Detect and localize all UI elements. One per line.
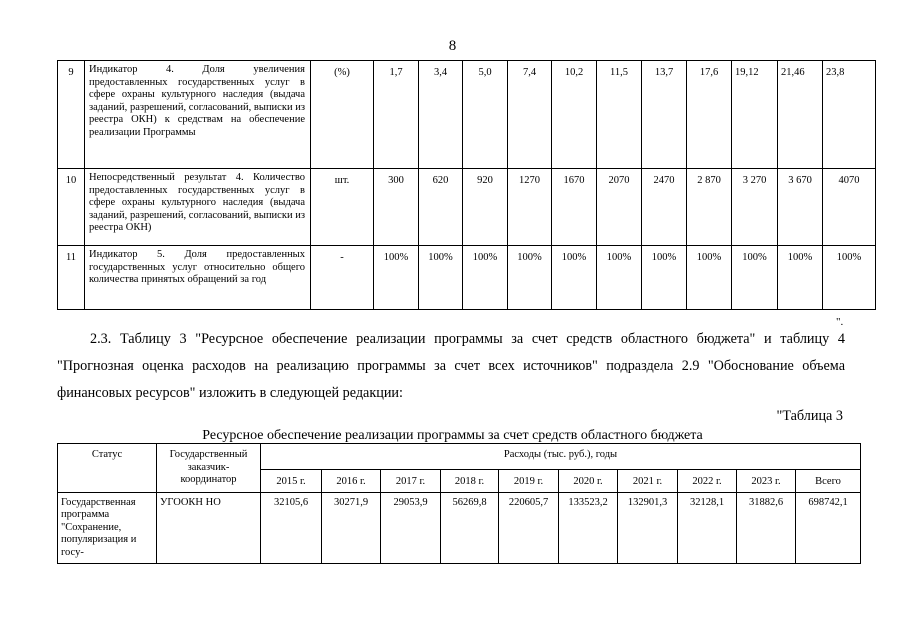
row-description: Непосредственный результат 4. Количество предоставленных государственных услуг в сфере охраны культурного наследия (выдача заданий, разрешений, согласований, выписки из реестра ОКН): [85, 169, 311, 246]
paragraph-2-3: 2.3. Таблицу 3 "Ресурсное обеспечение реализации программы за счет средств областного бюджета" и таблицу 4 "Прогнозная оценка расходов на реализацию программы за счет всех источников" подраздела 2.9 "Обоснование объема финансовых ресурсов" изложить в следующей редакции:: [57, 331, 845, 401]
amount-cell: 133523,2: [559, 492, 618, 564]
value-cell: 2 870: [687, 169, 732, 246]
value-cell: 1,7: [374, 61, 419, 169]
closing-quote: ".: [836, 316, 844, 328]
value-cell: 2070: [597, 169, 642, 246]
amount-cell: 56269,8: [441, 492, 499, 564]
row-description: Индикатор 5. Доля предоставленных государственных услуг относительно общего количества принятых обращений за год: [85, 246, 311, 310]
value-cell: 100%: [823, 246, 876, 310]
value-cell: 3,4: [419, 61, 463, 169]
row-number: 9: [58, 61, 85, 169]
year-header: 2020 г.: [559, 470, 618, 493]
value-cell: 100%: [732, 246, 778, 310]
value-cell: 5,0: [463, 61, 508, 169]
header-customer: Государственный заказчик-координатор: [157, 444, 261, 493]
row-customer: УГООКН НО: [157, 492, 261, 564]
value-cell: 23,8: [823, 61, 876, 169]
table-title: Ресурсное обеспечение реализации программы за счет средств областного бюджета: [202, 428, 703, 443]
table-row: [58, 169, 876, 246]
row-number: 11: [58, 246, 85, 310]
value-cell: 21,46: [778, 61, 823, 169]
value-cell: 7,4: [508, 61, 552, 169]
value-cell: 3 270: [732, 169, 778, 246]
value-cell: 4070: [823, 169, 876, 246]
year-header: 2015 г.: [261, 470, 322, 493]
resource-table: [57, 443, 861, 564]
value-cell: 100%: [552, 246, 597, 310]
row-unit: (%): [311, 61, 374, 169]
value-cell: 100%: [597, 246, 642, 310]
amount-cell: 132901,3: [618, 492, 678, 564]
year-header: 2021 г.: [618, 470, 678, 493]
year-header: Всего: [796, 470, 861, 493]
amount-cell: 32128,1: [678, 492, 737, 564]
year-header: 2023 г.: [737, 470, 796, 493]
indicators-table: [57, 60, 876, 310]
value-cell: 13,7: [642, 61, 687, 169]
value-cell: 11,5: [597, 61, 642, 169]
value-cell: 100%: [419, 246, 463, 310]
header-status: Статус: [58, 444, 157, 493]
table-row: [58, 246, 876, 310]
value-cell: 100%: [778, 246, 823, 310]
row-unit: -: [311, 246, 374, 310]
value-cell: 1670: [552, 169, 597, 246]
value-cell: 3 670: [778, 169, 823, 246]
value-cell: 300: [374, 169, 419, 246]
value-cell: 100%: [508, 246, 552, 310]
amount-cell: 698742,1: [796, 492, 861, 564]
value-cell: 19,12: [732, 61, 778, 169]
year-header: 2016 г.: [322, 470, 381, 493]
row-description: Индикатор 4. Доля увеличения предоставленных государственных услуг в сфере охраны культурного наследия (выдача заданий, разрешений, согласований, выписки из реестра ОКН) к средствам на обеспечение реализации Программы: [85, 61, 311, 169]
value-cell: 100%: [463, 246, 508, 310]
year-header: 2017 г.: [381, 470, 441, 493]
value-cell: 100%: [374, 246, 419, 310]
row-unit: шт.: [311, 169, 374, 246]
value-cell: 100%: [687, 246, 732, 310]
row-status: Государственная программа "Сохранение, популяризация и госу-: [58, 492, 157, 564]
value-cell: 2470: [642, 169, 687, 246]
year-header: 2018 г.: [441, 470, 499, 493]
value-cell: 17,6: [687, 61, 732, 169]
year-header: 2019 г.: [499, 470, 559, 493]
year-header: 2022 г.: [678, 470, 737, 493]
amount-cell: 29053,9: [381, 492, 441, 564]
value-cell: 10,2: [552, 61, 597, 169]
amount-cell: 32105,6: [261, 492, 322, 564]
header-expenses: Расходы (тыс. руб.), годы: [261, 444, 861, 470]
table-label: "Таблица 3: [776, 408, 843, 424]
amount-cell: 30271,9: [322, 492, 381, 564]
amount-cell: 31882,6: [737, 492, 796, 564]
table-row: [58, 61, 876, 169]
value-cell: 620: [419, 169, 463, 246]
page-number: 8: [448, 38, 457, 54]
value-cell: 100%: [642, 246, 687, 310]
value-cell: 1270: [508, 169, 552, 246]
value-cell: 920: [463, 169, 508, 246]
row-number: 10: [58, 169, 85, 246]
amount-cell: 220605,7: [499, 492, 559, 564]
